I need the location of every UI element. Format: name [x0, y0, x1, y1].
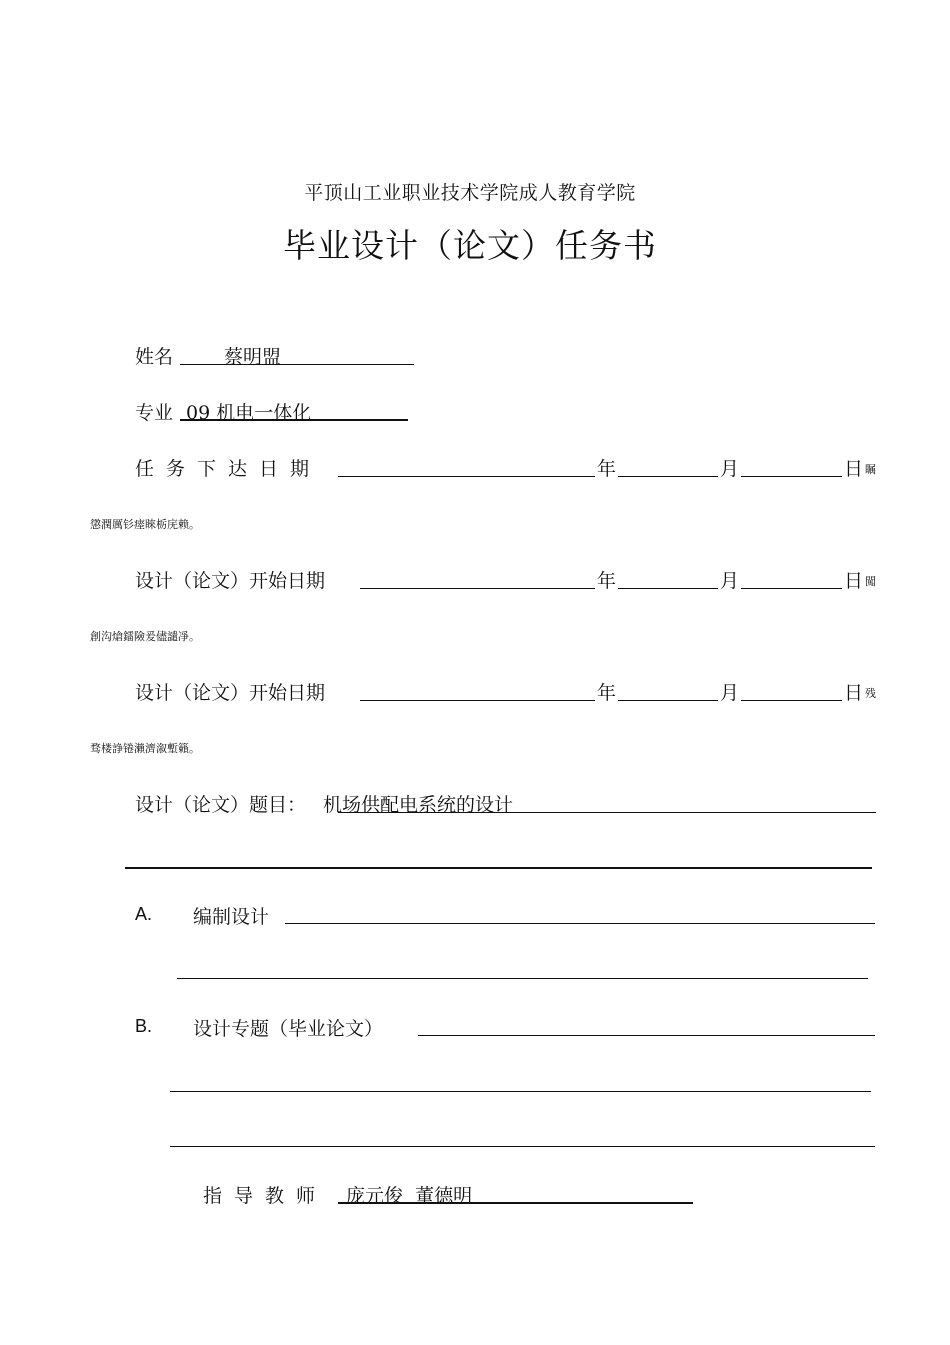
- section-b-third-line: [170, 1146, 875, 1147]
- year-label: 年: [597, 458, 617, 480]
- start-date-label: 设计（论文）开始日期: [135, 682, 326, 704]
- major-value: 09 机电一体化: [186, 402, 312, 424]
- section-b-second-line: [170, 1091, 871, 1092]
- task-issue-day-blank: [741, 476, 842, 477]
- day-label: 日: [844, 682, 864, 704]
- document-title: 毕业设计（论文）任务书: [283, 226, 657, 265]
- section-b-underline: [418, 1035, 875, 1036]
- month-label: 月: [720, 570, 740, 592]
- day-label: 日: [844, 458, 864, 480]
- day-label: 日: [844, 570, 864, 592]
- section-b-letter: B.: [135, 1016, 153, 1036]
- topic-second-line: [125, 867, 872, 869]
- garbled-trail-text: 闖: [865, 575, 876, 588]
- month-label: 月: [720, 458, 740, 480]
- garbled-trail-text: 残: [865, 687, 876, 700]
- task-issue-date-label: 任务下达日期: [135, 458, 322, 480]
- start-month-blank: [618, 588, 718, 589]
- start-date-label: 设计（论文）开始日期: [135, 570, 326, 592]
- year-label: 年: [597, 570, 617, 592]
- name-value: 蔡明盟: [224, 346, 282, 368]
- advisor-label: 指导教师: [203, 1185, 328, 1207]
- section-a-label: 编制设计: [193, 906, 270, 928]
- section-a-second-line: [177, 978, 868, 979]
- start-month-blank: [618, 700, 718, 701]
- task-issue-month-blank: [618, 476, 718, 477]
- year-label: 年: [597, 682, 617, 704]
- garbled-line-text: 骛楼諍锩瀨濟溆塹籟。: [90, 742, 200, 755]
- topic-label: 设计（论文）题目：: [135, 794, 307, 816]
- major-label: 专业: [135, 402, 174, 424]
- task-issue-year-blank: [338, 476, 595, 477]
- start-year-blank: [360, 588, 595, 589]
- start-year-blank: [360, 700, 595, 701]
- start-day-blank: [741, 700, 842, 701]
- start-day-blank: [741, 588, 842, 589]
- name-label: 姓名: [135, 346, 174, 368]
- section-b-label: 设计专题（毕业论文）: [193, 1018, 384, 1040]
- section-a-letter: A.: [135, 904, 153, 924]
- advisor-value: 庞元俊 董德明: [346, 1185, 473, 1207]
- section-a-underline: [285, 923, 875, 924]
- month-label: 月: [720, 682, 740, 704]
- topic-value: 机场供配电系统的设计: [323, 794, 514, 816]
- garbled-trail-text: 瞩: [865, 463, 876, 476]
- garbled-line-text: 創沟熗鐳險爰儘譴凈。: [90, 630, 200, 643]
- name-underline: [180, 364, 414, 365]
- garbled-line-text: 懲潤厲钐瘗睞栃庑赖。: [90, 518, 200, 531]
- institution-name: 平顶山工业职业技术学院成人教育学院: [304, 182, 636, 204]
